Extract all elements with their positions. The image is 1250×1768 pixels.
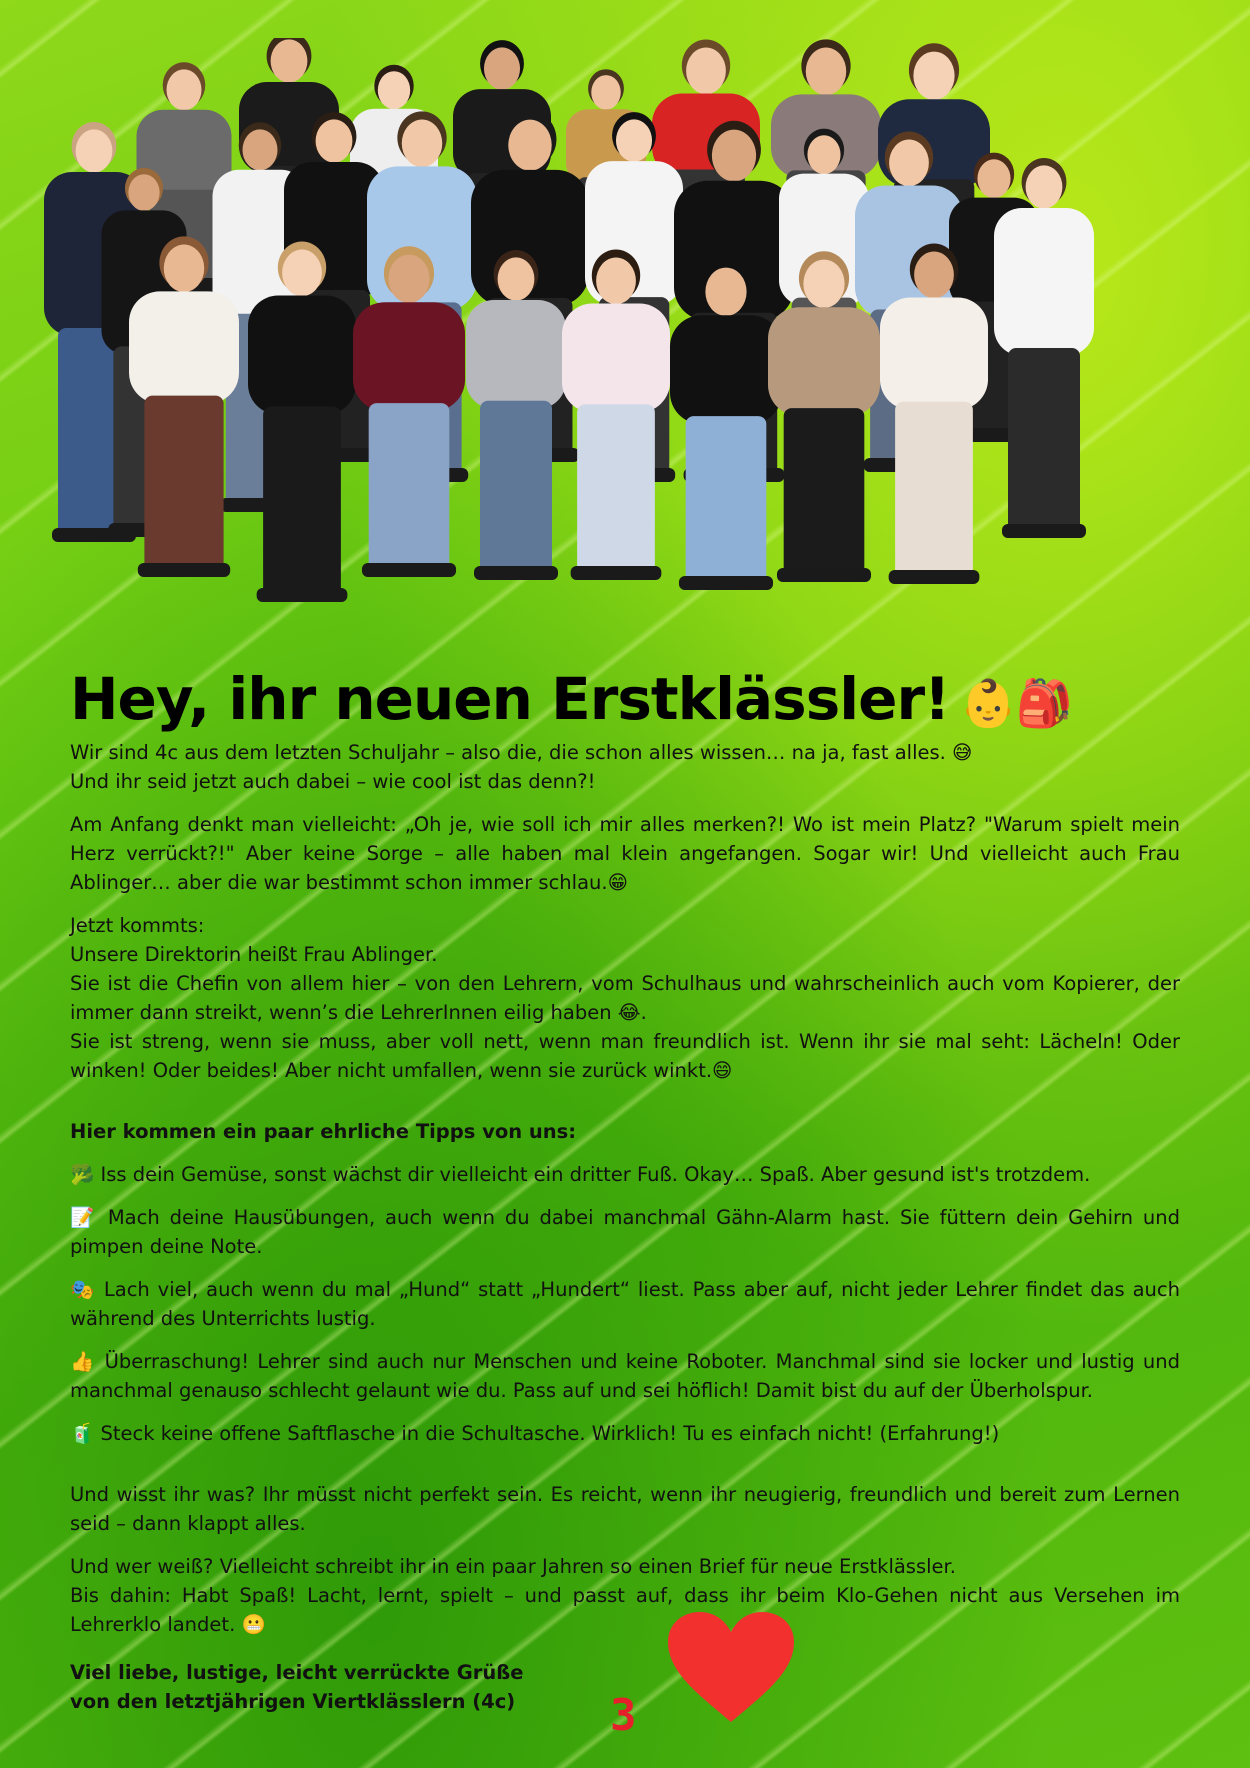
intro-paragraph: [70, 738, 1180, 796]
director-paragraph: [70, 911, 1180, 1085]
tip-juice-bottle: 🧃 Steck keine offene Saftflasche in die Schultasche. Wirklich! Tu es einfach nicht! (Erfahrung!): [70, 1422, 1000, 1445]
director-line-1: Jetzt kommts:: [70, 914, 205, 937]
class-photo-figures: [34, 38, 1224, 678]
tip-laugh: 🎭 Lach viel, auch wenn du mal „Hund“ statt „Hundert“ liest. Pass aber auf, nicht jeder Lehrer findet das auch während des Unterrichts lustig.: [70, 1278, 1180, 1330]
intro-line-1: Wir sind 4c aus dem letzten Schuljahr – also die, die schon alles wissen… na ja, fast alles. 😅: [70, 741, 973, 764]
signoff-line-2: von den letztjährigen Viertklässlern (4c): [70, 1690, 516, 1713]
director-line-2: Unsere Direktorin heißt Frau Ablinger.: [70, 943, 438, 966]
page-title: Hey, ihr neuen Erstklässler! 👶🎒: [70, 665, 1073, 733]
director-line-3: Sie ist die Chefin von allem hier – von den Lehrern, vom Schulhaus und wahrscheinlich auch vom Kopierer, der immer dann streikt, wenn’s die LehrerInnen eilig haben 😂.: [70, 972, 1180, 1024]
class-photo: [34, 38, 1224, 678]
closing-paragraph-2: [70, 1552, 1180, 1639]
tip-teachers: 👍 Überraschung! Lehrer sind auch nur Menschen und keine Roboter. Manchmal sind sie locker und lustig und manchmal genauso schlecht gelaunt wie du. Pass auf und sei höflich! Damit bist du auf der Überholspur.: [70, 1350, 1180, 1402]
closing-paragraph-1: Und wisst ihr was? Ihr müsst nicht perfekt sein. Es reicht, wenn ihr neugierig, freundlich und bereit zum Lernen seid – dann klappt alles.: [70, 1483, 1180, 1535]
signoff-line-1: Viel liebe, lustige, leicht verrückte Grüße: [70, 1661, 524, 1684]
tip-vegetables: 🥦 Iss dein Gemüse, sonst wächst dir vielleicht ein dritter Fuß. Okay… Spaß. Aber gesund ist's trotzdem.: [70, 1163, 1091, 1186]
tips-heading: Hier kommen ein paar ehrliche Tipps von uns:: [70, 1120, 577, 1143]
intro-line-2: Und ihr seid jetzt auch dabei – wie cool ist das denn?!: [70, 770, 596, 793]
signoff: [70, 1658, 523, 1716]
beginning-paragraph: Am Anfang denkt man vielleicht: „Oh je, wie soll ich mir alles merken?! Wo ist mein Platz? "Warum spielt mein Herz verrückt?!" Aber keine Sorge – alle haben mal klein angefangen. Sogar wir! Und vielleicht auch Frau Ablinger… aber die war bestimmt schon immer schlau.😁: [70, 813, 1180, 894]
heart-icon: [668, 1612, 794, 1724]
letter-body: [70, 738, 1180, 1653]
closing-line-1: Und wer weiß? Vielleicht schreibt ihr in ein paar Jahren so einen Brief für neue Erstklässler.: [70, 1555, 956, 1578]
closing-line-2: Bis dahin: Habt Spaß! Lacht, lernt, spielt – und passt auf, dass ihr beim Klo-Gehen nicht aus Versehen im Lehrerklo landet. 😬: [70, 1584, 1180, 1636]
baby-and-backpack-emoji: 👶🎒: [959, 675, 1073, 730]
person-figure: [994, 158, 1094, 538]
page-number: 3: [610, 1690, 637, 1741]
tip-homework: 📝 Mach deine Hausübungen, auch wenn du dabei manchmal Gähn-Alarm hast. Sie füttern dein Gehirn und pimpen deine Note.: [70, 1206, 1180, 1258]
director-line-4: Sie ist streng, wenn sie muss, aber voll nett, wenn man freundlich ist. Wenn ihr sie mal seht: Lächeln! Oder winken! Oder beides! Aber nicht umfallen, wenn sie zurück winkt.😄: [70, 1030, 1180, 1082]
